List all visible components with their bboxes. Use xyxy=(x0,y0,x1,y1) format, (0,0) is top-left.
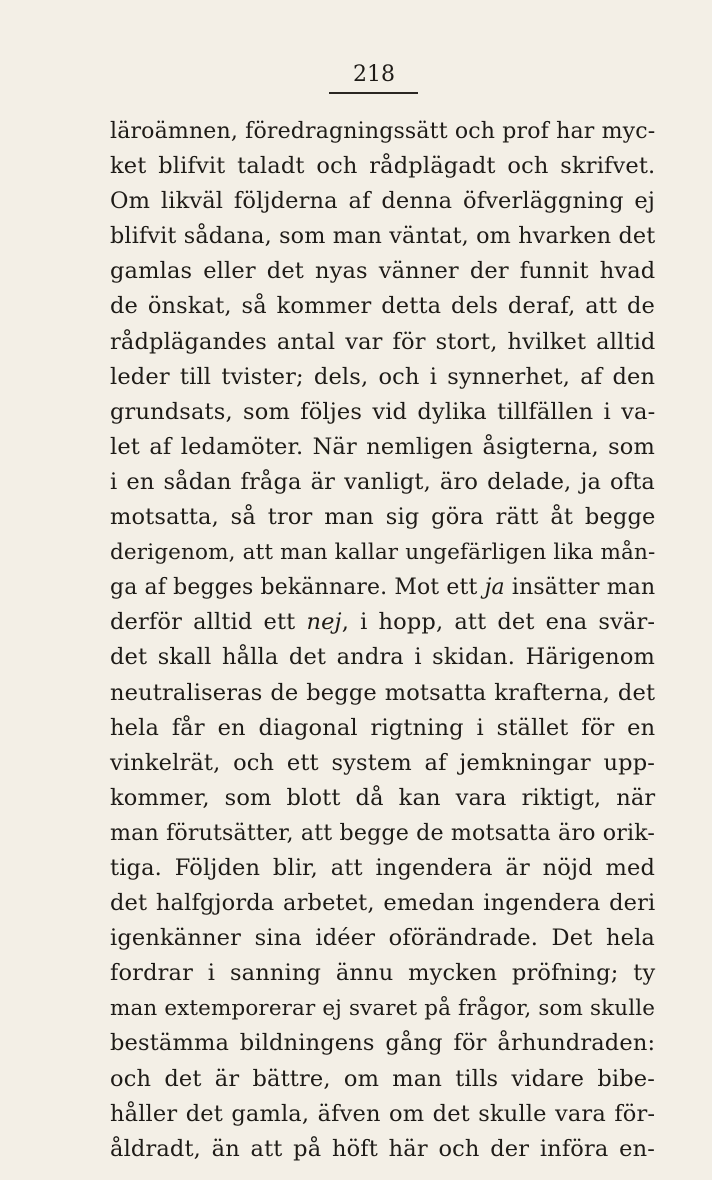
text-line: läroämnen, föredragningssätt och prof har myc- xyxy=(110,119,656,144)
text-line: i en sådan fråga är vanligt, äro delade, ja ofta xyxy=(110,468,655,495)
text-line: leder till tvister; dels, och i synnerhet, af den xyxy=(110,363,656,390)
text-line: ket blifvit taladt och rådplägadt och skrifvet. xyxy=(110,153,656,180)
text-line: blifvit sådana, som man väntat, om hvarken det xyxy=(110,223,656,250)
text-line: igenkänner sina idéer oförändrade. Det hela xyxy=(110,925,655,952)
text-line: vinkelrät, och ett system af jemkningar upp- xyxy=(110,749,655,776)
text-line: man förutsätter, att begge de motsatta äro orik- xyxy=(110,819,655,846)
text-line: kommer, som blott då kan vara riktigt, när xyxy=(110,784,656,811)
text-line: åldradt, än att på höft här och der införa en- xyxy=(110,1135,655,1162)
text-line: rådplägandes antal var för stort, hvilket alltid xyxy=(110,328,656,355)
text-line: grundsats, som följes vid dylika tillfällen i va- xyxy=(110,398,656,425)
text-line: neutraliseras de begge motsatta krafterna, det xyxy=(110,679,656,706)
text-line: Om likväl följderna af denna öfverläggning ej xyxy=(110,188,656,215)
page-number-rule xyxy=(329,92,418,94)
text-line: det skall hålla det andra i skidan. Härigenom xyxy=(110,644,655,671)
italic-word: ja xyxy=(484,575,505,601)
text-line: let af ledamöter. När nemligen åsigterna, som xyxy=(110,433,655,460)
text-line: gamlas eller det nyas vänner der funnit hvad xyxy=(110,258,656,285)
text-line: fordrar i sanning ännu mycken pröfning; ty xyxy=(110,960,656,987)
text-line: hela får en diagonal rigtning i stället för en xyxy=(110,714,656,741)
body-text xyxy=(110,114,655,1167)
text-line: de önskat, så kommer detta dels deraf, att de xyxy=(110,293,655,320)
text-line: håller det gamla, äfven om det skulle vara för- xyxy=(110,1100,656,1127)
text-line: ga af begges bekännare. Mot ett ja insätter man xyxy=(110,575,656,601)
page-number: 218 xyxy=(353,62,395,87)
text-line: bestämma bildningens gång för århundraden: xyxy=(110,1030,656,1057)
text-line: derför alltid ett nej, i hopp, att det ena svär- xyxy=(110,609,656,636)
text-line: tiga. Följden blir, att ingendera är nöjd med xyxy=(110,854,655,881)
italic-word: nej xyxy=(306,609,342,636)
text-line: och det är bättre, om man tills vidare bibe- xyxy=(110,1065,655,1092)
text-line: man extemporerar ej svaret på frågor, som skulle xyxy=(110,996,656,1022)
text-line: motsatta, så tror man sig göra rätt åt begge xyxy=(110,504,656,531)
text-line: det halfgjorda arbetet, emedan ingendera deri xyxy=(110,890,656,917)
text-line: derigenom, att man kallar ungefärligen lika mån- xyxy=(110,540,656,566)
